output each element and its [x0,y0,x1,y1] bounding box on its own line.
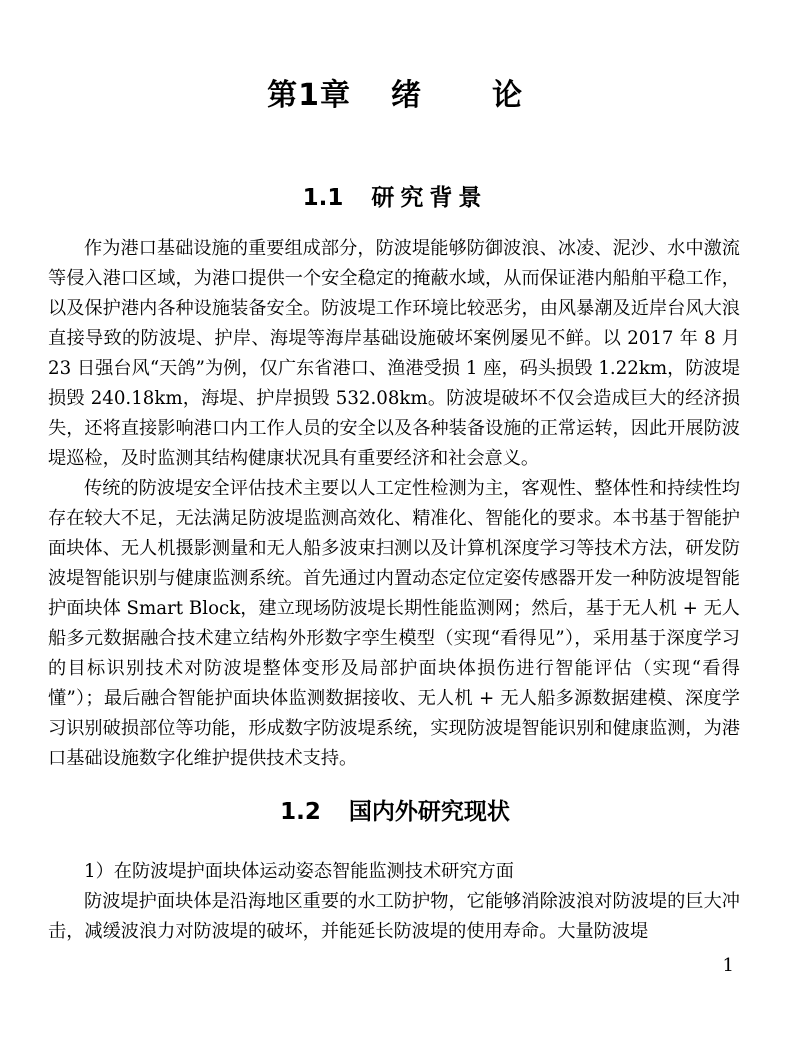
list-subheading: 1）在防波堤护面块体运动姿态智能监测技术研究方面 [84,861,514,882]
page-number: 1 [722,955,734,976]
section-title-text: 国内外研究现状 [348,799,510,825]
paragraph: 防波堤护面块体是沿海地区重要的水工防护物，它能够消除波浪对防波堤的巨大冲击，减缓波浪力对防波堤的破坏，并能延长防波堤的使用寿命。大量防波堤 [48,891,740,942]
chapter-suffix: 章 [319,78,351,113]
chapter-title [0,76,790,116]
chapter-prefix: 第 [267,78,299,113]
section-number: 1.2 [280,799,321,825]
section-heading-1-2 [0,797,790,827]
chapter-word-1: 绪 [390,78,422,113]
section-title-text: 研究背景 [371,185,488,211]
section-heading-1-1 [0,183,790,213]
paragraph: 作为港口基础设施的重要组成部分，防波堤能够防御波浪、冰凌、泥沙、水中激流等侵入港口区域，为港口提供一个安全稳定的掩蔽水域，从而保证港内船舶平稳工作，以及保护港内各种设施装备安全。防波堤工作环境比较恶劣，由风暴潮及近岸台风大浪直接导致的防波堤、护岸、海堤等海岸基础设施破坏案例屡见不鲜。以 2017 年 8 月 23 日强台风“天鸽”为例，仅广东省港口、渔港受损 1 座，码头损毁 1.22km，防波堤损毁 240.18km，海堤、护岸损毁 532.08km。防波堤破坏不仅会造成巨大的经济损失，还将直接影响港口内工作人员的安全以及各种装备设施的正常运转，因此开展防波堤巡检，及时监测其结构健康状况具有重要经济和社会意义。 [48,238,740,469]
section-1-2-body [48,857,740,947]
section-number: 1.1 [302,185,344,211]
chapter-word-2: 论 [491,78,523,113]
paragraph: 传统的防波堤安全评估技术主要以人工定性检测为主，客观性、整体性和持续性均存在较大不足，无法满足防波堤监测高效化、精准化、智能化的要求。本书基于智能护面块体、无人机摄影测量和无人船多波束扫测以及计算机深度学习等技术方法，研发防波堤智能识别与健康监测系统。首先通过内置动态定位定姿传感器开发一种防波堤智能护面块体 Smart Block，建立现场防波堤长期性能监测网；然后，基于无人机 + 无人船多元数据融合技术建立结构外形数字孪生模型（实现“看得见”），采用基于深度学习的目标识别技术对防波堤整体变形及局部护面块体损伤进行智能评估（实现“看得懂”）；最后融合智能护面块体监测数据接收、无人机 + 无人船多源数据建模、深度学习识别破损部位等功能，形成数字防波堤系统，实现防波堤智能识别和健康监测，为港口基础设施数字化维护提供技术支持。 [48,478,740,769]
chapter-number: 1 [298,78,320,113]
section-1-1-body [48,234,740,774]
